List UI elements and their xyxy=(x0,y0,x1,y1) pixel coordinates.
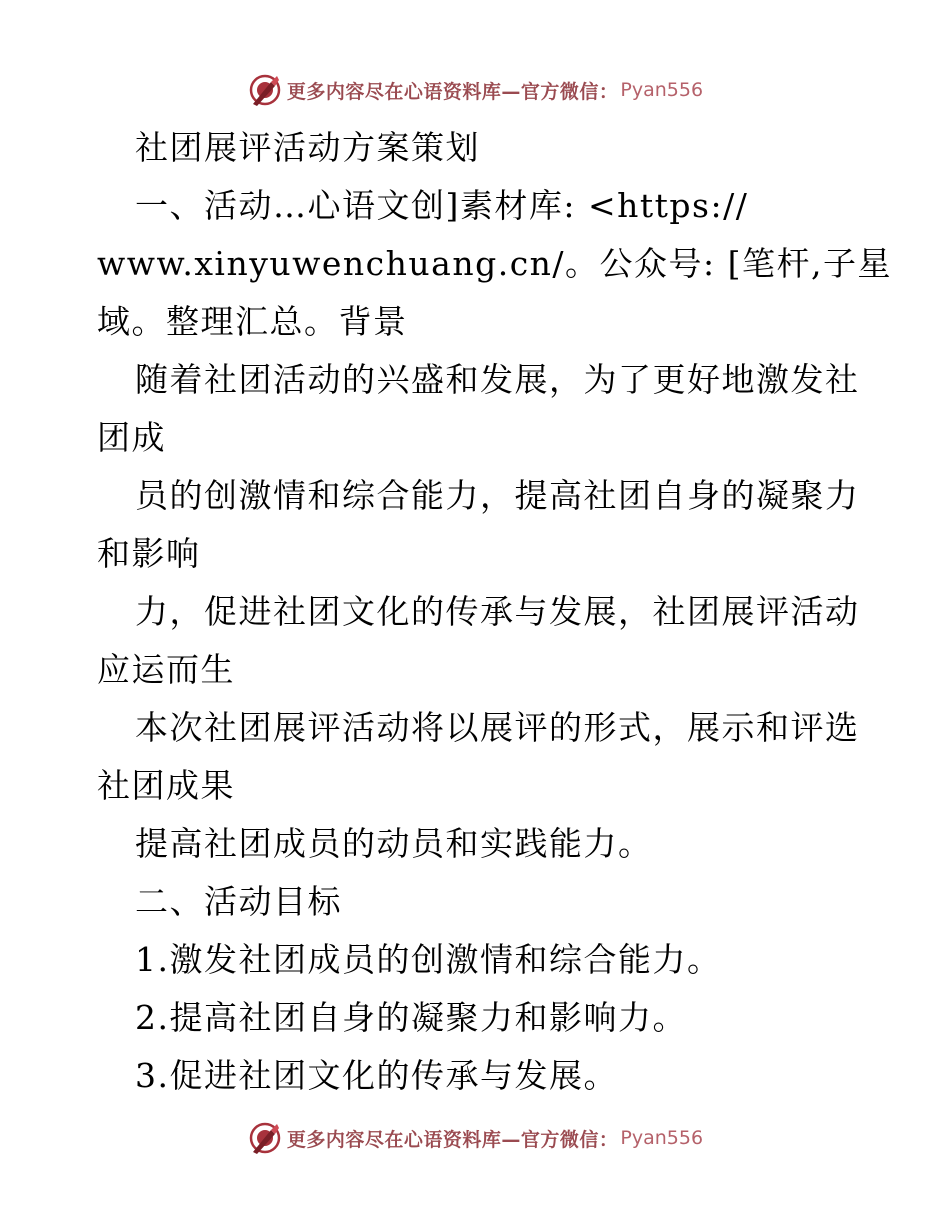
text-line: 员的创激情和综合能力，提高社团自身的凝聚力 xyxy=(135,476,860,515)
text-line: 和影响 xyxy=(97,534,201,573)
banner-text: 更多内容尽在心语资料库—官方微信： xyxy=(286,1128,619,1151)
text-line: 团成 xyxy=(97,418,166,457)
text-line: 应运而生 xyxy=(97,650,235,689)
list-item: 1.激发社团成员的创激情和综合能力。 xyxy=(135,940,722,979)
list-item: 3.促进社团文化的传承与发展。 xyxy=(135,1056,618,1095)
text-line: 一、活动…心语文创]素材库: <https:// xyxy=(135,186,749,225)
text-line: 域。整理汇总。背景 xyxy=(97,302,408,341)
banner-text: 更多内容尽在心语资料库—官方微信： xyxy=(286,80,619,103)
text-line: 提高社团成员的动员和实践能力。 xyxy=(135,824,653,863)
text-line: 社团成果 xyxy=(97,766,235,805)
footer-banner xyxy=(0,1118,950,1158)
text-line: 随着社团活动的兴盛和发展，为了更好地激发社 xyxy=(135,360,860,399)
banner-content xyxy=(247,1120,703,1156)
banner-wechat-id: Pyan556 xyxy=(620,1127,704,1149)
list-item: 2.提高社团自身的凝聚力和影响力。 xyxy=(135,998,687,1037)
text-line: www.xinyuwenchuang.cn/。公众号: [笔杆,子星 xyxy=(97,244,893,283)
banner-content xyxy=(247,72,703,108)
header-banner xyxy=(0,70,950,110)
text-line: 本次社团展评活动将以展评的形式，展示和评选 xyxy=(135,708,860,747)
pen-logo-icon xyxy=(247,1120,283,1156)
banner-wechat-id: Pyan556 xyxy=(620,79,704,101)
pen-logo-icon xyxy=(247,72,283,108)
text-line: 力，促进社团文化的传承与发展，社团展评活动 xyxy=(135,592,860,631)
document-title: 社团展评活动方案策划 xyxy=(135,128,480,167)
section-heading: 二、活动目标 xyxy=(135,882,342,921)
